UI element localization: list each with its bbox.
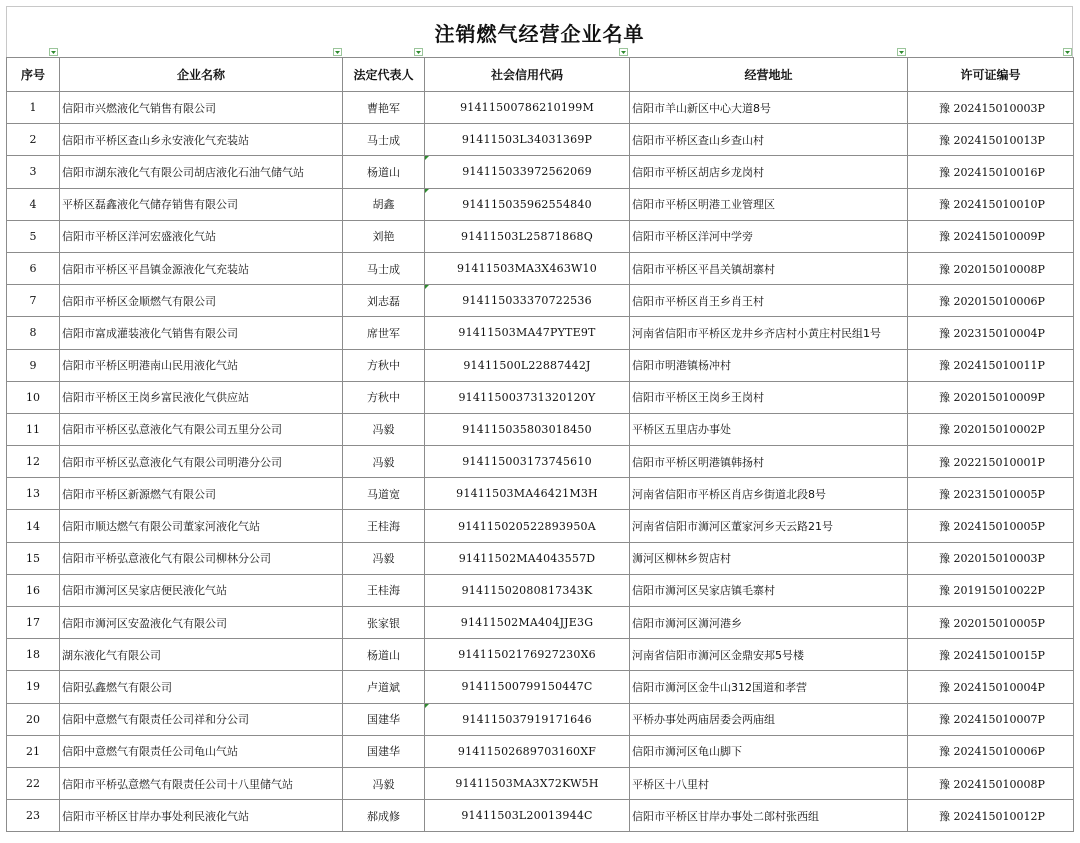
cell-license-no[interactable]: 豫 202415010008P bbox=[908, 767, 1074, 799]
cell-credit-code[interactable]: 914115033972562069 bbox=[425, 156, 630, 188]
cell-company-name[interactable]: 信阳市平桥区金顺燃气有限公司 bbox=[60, 285, 343, 317]
cell-license-no[interactable]: 豫 202015010002P bbox=[908, 413, 1074, 445]
cell-legal-rep[interactable]: 马道宽 bbox=[343, 478, 425, 510]
cell-address[interactable]: 浉河区柳林乡贺店村 bbox=[630, 542, 908, 574]
table-row bbox=[7, 349, 1074, 381]
cell-legal-rep[interactable]: 曹艳军 bbox=[343, 92, 425, 124]
cell-license-no[interactable]: 豫 202015010003P bbox=[908, 542, 1074, 574]
cell-company-name[interactable]: 信阳市平桥区查山乡永安液化气充装站 bbox=[60, 124, 343, 156]
cell-company-name[interactable]: 信阳市湖东液化气有限公司胡店液化石油气储气站 bbox=[60, 156, 343, 188]
cell-credit-code[interactable]: 91411503MA3X463W10 bbox=[425, 252, 630, 284]
cell-legal-rep[interactable]: 郝成修 bbox=[343, 800, 425, 832]
cell-company-name[interactable]: 信阳市平桥区明港南山民用液化气站 bbox=[60, 349, 343, 381]
cell-company-name[interactable]: 信阳市平桥区弘意液化气有限公司五里分公司 bbox=[60, 413, 343, 445]
filter-dropdown-icon[interactable] bbox=[49, 48, 58, 56]
header-legal-rep[interactable]: 法定代表人 bbox=[343, 58, 425, 92]
cell-company-name[interactable]: 信阳市兴燃液化气销售有限公司 bbox=[60, 92, 343, 124]
cell-company-name[interactable]: 信阳市浉河区安盈液化气有限公司 bbox=[60, 607, 343, 639]
cell-address[interactable]: 信阳市平桥区平昌关镇胡寨村 bbox=[630, 252, 908, 284]
table-row bbox=[7, 510, 1074, 542]
cell-credit-code[interactable]: 91411500L22887442J bbox=[425, 349, 630, 381]
cell-index[interactable]: 10 bbox=[7, 381, 60, 413]
cell-credit-code[interactable]: 91411503L20013944C bbox=[425, 800, 630, 832]
cell-company-name[interactable]: 信阳市平桥区洋河宏盛液化气站 bbox=[60, 220, 343, 252]
cell-credit-code[interactable]: 91411500786210199M bbox=[425, 92, 630, 124]
cell-legal-rep[interactable]: 张家银 bbox=[343, 607, 425, 639]
cell-credit-code[interactable]: 91411502176927230X6 bbox=[425, 639, 630, 671]
cell-address[interactable]: 信阳市羊山新区中心大道8号 bbox=[630, 92, 908, 124]
sheet-title: 注销燃气经营企业名单 bbox=[434, 21, 645, 46]
cell-address[interactable]: 信阳市浉河区龟山脚下 bbox=[630, 735, 908, 767]
cell-company-name[interactable]: 信阳市平桥弘意燃气有限责任公司十八里储气站 bbox=[60, 767, 343, 799]
cell-index[interactable]: 19 bbox=[7, 671, 60, 703]
cell-company-name[interactable]: 湖东液化气有限公司 bbox=[60, 639, 343, 671]
cell-license-no[interactable]: 豫 202015010005P bbox=[908, 607, 1074, 639]
cell-address[interactable]: 信阳市平桥区王岗乡王岗村 bbox=[630, 381, 908, 413]
cell-license-no[interactable]: 豫 202415010015P bbox=[908, 639, 1074, 671]
cell-license-no[interactable]: 豫 202415010012P bbox=[908, 800, 1074, 832]
table-row bbox=[7, 413, 1074, 445]
cell-license-no[interactable]: 豫 202015010009P bbox=[908, 381, 1074, 413]
cell-credit-code[interactable]: 914115020522893950A bbox=[425, 510, 630, 542]
cell-credit-code[interactable]: 91411503MA47PYTE9T bbox=[425, 317, 630, 349]
cell-index[interactable]: 2 bbox=[7, 124, 60, 156]
cell-legal-rep[interactable]: 冯毅 bbox=[343, 767, 425, 799]
filter-dropdown-icon[interactable] bbox=[619, 48, 628, 56]
table-row bbox=[7, 381, 1074, 413]
table-row bbox=[7, 478, 1074, 510]
header-company-name[interactable]: 企业名称 bbox=[60, 58, 343, 92]
cell-address[interactable]: 平桥区十八里村 bbox=[630, 767, 908, 799]
cell-license-no[interactable]: 豫 202415010016P bbox=[908, 156, 1074, 188]
table-row bbox=[7, 574, 1074, 606]
cell-index[interactable]: 22 bbox=[7, 767, 60, 799]
cell-index[interactable]: 3 bbox=[7, 156, 60, 188]
cell-legal-rep[interactable]: 方秋中 bbox=[343, 349, 425, 381]
cell-company-name[interactable]: 平桥区磊鑫液化气储存销售有限公司 bbox=[60, 188, 343, 220]
table-row bbox=[7, 92, 1074, 124]
cell-index[interactable]: 9 bbox=[7, 349, 60, 381]
cell-index[interactable]: 17 bbox=[7, 607, 60, 639]
cell-legal-rep[interactable]: 杨道山 bbox=[343, 156, 425, 188]
cell-credit-code[interactable]: 914115037919171646 bbox=[425, 703, 630, 735]
cell-credit-code[interactable]: 91411502689703160XF bbox=[425, 735, 630, 767]
cell-address[interactable]: 河南省信阳市浉河区金鼎安邦5号楼 bbox=[630, 639, 908, 671]
cell-address[interactable]: 信阳市平桥区查山乡查山村 bbox=[630, 124, 908, 156]
cell-address[interactable]: 信阳市明港镇杨冲村 bbox=[630, 349, 908, 381]
cell-address[interactable]: 平桥办事处两庙居委会两庙组 bbox=[630, 703, 908, 735]
filter-dropdown-icon[interactable] bbox=[333, 48, 342, 56]
cell-address[interactable]: 信阳市浉河区金牛山312国道和孝营 bbox=[630, 671, 908, 703]
table-row bbox=[7, 252, 1074, 284]
cell-address[interactable]: 信阳市浉河区浉河港乡 bbox=[630, 607, 908, 639]
enterprise-table bbox=[6, 57, 1074, 832]
cell-company-name[interactable]: 信阳中意燃气有限责任公司龟山气站 bbox=[60, 735, 343, 767]
cell-license-no[interactable]: 豫 202315010005P bbox=[908, 478, 1074, 510]
cell-credit-code[interactable]: 91411500799150447C bbox=[425, 671, 630, 703]
table-row bbox=[7, 703, 1074, 735]
cell-address[interactable]: 信阳市平桥区洋河中学旁 bbox=[630, 220, 908, 252]
cell-legal-rep[interactable]: 胡鑫 bbox=[343, 188, 425, 220]
cell-index[interactable]: 5 bbox=[7, 220, 60, 252]
cell-index[interactable]: 14 bbox=[7, 510, 60, 542]
cell-address[interactable]: 信阳市平桥区甘岸办事处二郎村张西组 bbox=[630, 800, 908, 832]
table-row bbox=[7, 542, 1074, 574]
cell-credit-code[interactable]: 914115003173745610 bbox=[425, 446, 630, 478]
cell-index[interactable]: 15 bbox=[7, 542, 60, 574]
cell-index[interactable]: 16 bbox=[7, 574, 60, 606]
table-row bbox=[7, 735, 1074, 767]
cell-legal-rep[interactable]: 国建华 bbox=[343, 735, 425, 767]
cell-credit-code[interactable]: 914115033370722536 bbox=[425, 285, 630, 317]
cell-address[interactable]: 信阳市平桥区明港镇韩扬村 bbox=[630, 446, 908, 478]
cell-license-no[interactable]: 豫 202415010005P bbox=[908, 510, 1074, 542]
cell-legal-rep[interactable]: 王桂海 bbox=[343, 510, 425, 542]
cell-company-name[interactable]: 信阳市平桥区平昌镇金源液化气充装站 bbox=[60, 252, 343, 284]
cell-credit-code[interactable]: 914115035803018450 bbox=[425, 413, 630, 445]
cell-license-no[interactable]: 豫 202415010007P bbox=[908, 703, 1074, 735]
cell-address[interactable]: 信阳市平桥区明港工业管理区 bbox=[630, 188, 908, 220]
cell-company-name[interactable]: 信阳市平桥区王岗乡富民液化气供应站 bbox=[60, 381, 343, 413]
table-body bbox=[7, 92, 1074, 832]
table-row bbox=[7, 607, 1074, 639]
cell-credit-code[interactable]: 91411502MA4043557D bbox=[425, 542, 630, 574]
cell-index[interactable]: 23 bbox=[7, 800, 60, 832]
filter-dropdown-icon[interactable] bbox=[897, 48, 906, 56]
cell-legal-rep[interactable]: 王桂海 bbox=[343, 574, 425, 606]
filter-dropdown-icon[interactable] bbox=[1063, 48, 1072, 56]
cell-legal-rep[interactable]: 马士成 bbox=[343, 252, 425, 284]
cell-legal-rep[interactable]: 卢道斌 bbox=[343, 671, 425, 703]
cell-index[interactable]: 11 bbox=[7, 413, 60, 445]
cell-credit-code[interactable]: 91411503MA46421M3H bbox=[425, 478, 630, 510]
cell-address[interactable]: 信阳市平桥区胡店乡龙岗村 bbox=[630, 156, 908, 188]
cell-legal-rep[interactable]: 国建华 bbox=[343, 703, 425, 735]
table-row bbox=[7, 446, 1074, 478]
cell-credit-code[interactable]: 91411502080817343K bbox=[425, 574, 630, 606]
cell-legal-rep[interactable]: 冯毅 bbox=[343, 542, 425, 574]
cell-index[interactable]: 7 bbox=[7, 285, 60, 317]
table-row bbox=[7, 220, 1074, 252]
cell-index[interactable]: 21 bbox=[7, 735, 60, 767]
cell-company-name[interactable]: 信阳市平桥区弘意液化气有限公司明港分公司 bbox=[60, 446, 343, 478]
cell-index[interactable]: 12 bbox=[7, 446, 60, 478]
table-row bbox=[7, 317, 1074, 349]
cell-address[interactable]: 河南省信阳市浉河区董家河乡天云路21号 bbox=[630, 510, 908, 542]
cell-address[interactable]: 平桥区五里店办事处 bbox=[630, 413, 908, 445]
cell-index[interactable]: 18 bbox=[7, 639, 60, 671]
cell-company-name[interactable]: 信阳市平桥弘意液化气有限公司柳林分公司 bbox=[60, 542, 343, 574]
cell-license-no[interactable]: 豫 202015010006P bbox=[908, 285, 1074, 317]
table-row bbox=[7, 188, 1074, 220]
cell-company-name[interactable]: 信阳弘鑫燃气有限公司 bbox=[60, 671, 343, 703]
cell-credit-code[interactable]: 91411503L34031369P bbox=[425, 124, 630, 156]
cell-license-no[interactable]: 豫 202415010010P bbox=[908, 188, 1074, 220]
cell-license-no[interactable]: 豫 202415010009P bbox=[908, 220, 1074, 252]
cell-legal-rep[interactable]: 刘志磊 bbox=[343, 285, 425, 317]
filter-dropdown-icon[interactable] bbox=[414, 48, 423, 56]
cell-credit-code[interactable]: 91411502MA404JJE3G bbox=[425, 607, 630, 639]
cell-legal-rep[interactable]: 席世军 bbox=[343, 317, 425, 349]
cell-license-no[interactable]: 豫 202415010011P bbox=[908, 349, 1074, 381]
table-row bbox=[7, 767, 1074, 799]
cell-license-no[interactable]: 豫 201915010022P bbox=[908, 574, 1074, 606]
header-index[interactable]: 序号 bbox=[7, 58, 60, 92]
cell-company-name[interactable]: 信阳市浉河区吴家店便民液化气站 bbox=[60, 574, 343, 606]
cell-credit-code[interactable]: 91411503L25871868Q bbox=[425, 220, 630, 252]
cell-address[interactable]: 河南省信阳市平桥区肖店乡街道北段8号 bbox=[630, 478, 908, 510]
cell-index[interactable]: 13 bbox=[7, 478, 60, 510]
header-license-no[interactable]: 许可证编号 bbox=[908, 58, 1074, 92]
cell-legal-rep[interactable]: 方秋中 bbox=[343, 381, 425, 413]
cell-company-name[interactable]: 信阳市平桥区新源燃气有限公司 bbox=[60, 478, 343, 510]
cell-license-no[interactable]: 豫 202015010008P bbox=[908, 252, 1074, 284]
cell-credit-code[interactable]: 914115035962554840 bbox=[425, 188, 630, 220]
cell-address[interactable]: 信阳市浉河区吴家店镇毛寨村 bbox=[630, 574, 908, 606]
cell-license-no[interactable]: 豫 202415010004P bbox=[908, 671, 1074, 703]
cell-index[interactable]: 8 bbox=[7, 317, 60, 349]
cell-license-no[interactable]: 豫 202215010001P bbox=[908, 446, 1074, 478]
table-row bbox=[7, 285, 1074, 317]
table-row bbox=[7, 124, 1074, 156]
cell-credit-code[interactable]: 914115003731320120Y bbox=[425, 381, 630, 413]
cell-index[interactable]: 1 bbox=[7, 92, 60, 124]
table-row bbox=[7, 639, 1074, 671]
cell-legal-rep[interactable]: 马士成 bbox=[343, 124, 425, 156]
cell-index[interactable]: 4 bbox=[7, 188, 60, 220]
cell-legal-rep[interactable]: 冯毅 bbox=[343, 413, 425, 445]
cell-legal-rep[interactable]: 杨道山 bbox=[343, 639, 425, 671]
title-row bbox=[6, 6, 1073, 57]
cell-company-name[interactable]: 信阳中意燃气有限责任公司祥和分公司 bbox=[60, 703, 343, 735]
cell-index[interactable]: 20 bbox=[7, 703, 60, 735]
cell-legal-rep[interactable]: 刘艳 bbox=[343, 220, 425, 252]
cell-company-name[interactable]: 信阳市富成灌装液化气销售有限公司 bbox=[60, 317, 343, 349]
spreadsheet bbox=[6, 6, 1073, 832]
table-row bbox=[7, 671, 1074, 703]
cell-index[interactable]: 6 bbox=[7, 252, 60, 284]
cell-address[interactable]: 河南省信阳市平桥区龙井乡齐店村小黄庄村民组1号 bbox=[630, 317, 908, 349]
cell-license-no[interactable]: 豫 202415010006P bbox=[908, 735, 1074, 767]
cell-license-no[interactable]: 豫 202415010003P bbox=[908, 92, 1074, 124]
cell-license-no[interactable]: 豫 202415010013P bbox=[908, 124, 1074, 156]
cell-address[interactable]: 信阳市平桥区肖王乡肖王村 bbox=[630, 285, 908, 317]
cell-credit-code[interactable]: 91411503MA3X72KW5H bbox=[425, 767, 630, 799]
cell-legal-rep[interactable]: 冯毅 bbox=[343, 446, 425, 478]
header-credit-code[interactable]: 社会信用代码 bbox=[425, 58, 630, 92]
table-row bbox=[7, 800, 1074, 832]
header-address[interactable]: 经营地址 bbox=[630, 58, 908, 92]
cell-company-name[interactable]: 信阳市顺达燃气有限公司董家河液化气站 bbox=[60, 510, 343, 542]
header-row bbox=[7, 58, 1074, 92]
cell-license-no[interactable]: 豫 202315010004P bbox=[908, 317, 1074, 349]
table-row bbox=[7, 156, 1074, 188]
cell-company-name[interactable]: 信阳市平桥区甘岸办事处利民液化气站 bbox=[60, 800, 343, 832]
